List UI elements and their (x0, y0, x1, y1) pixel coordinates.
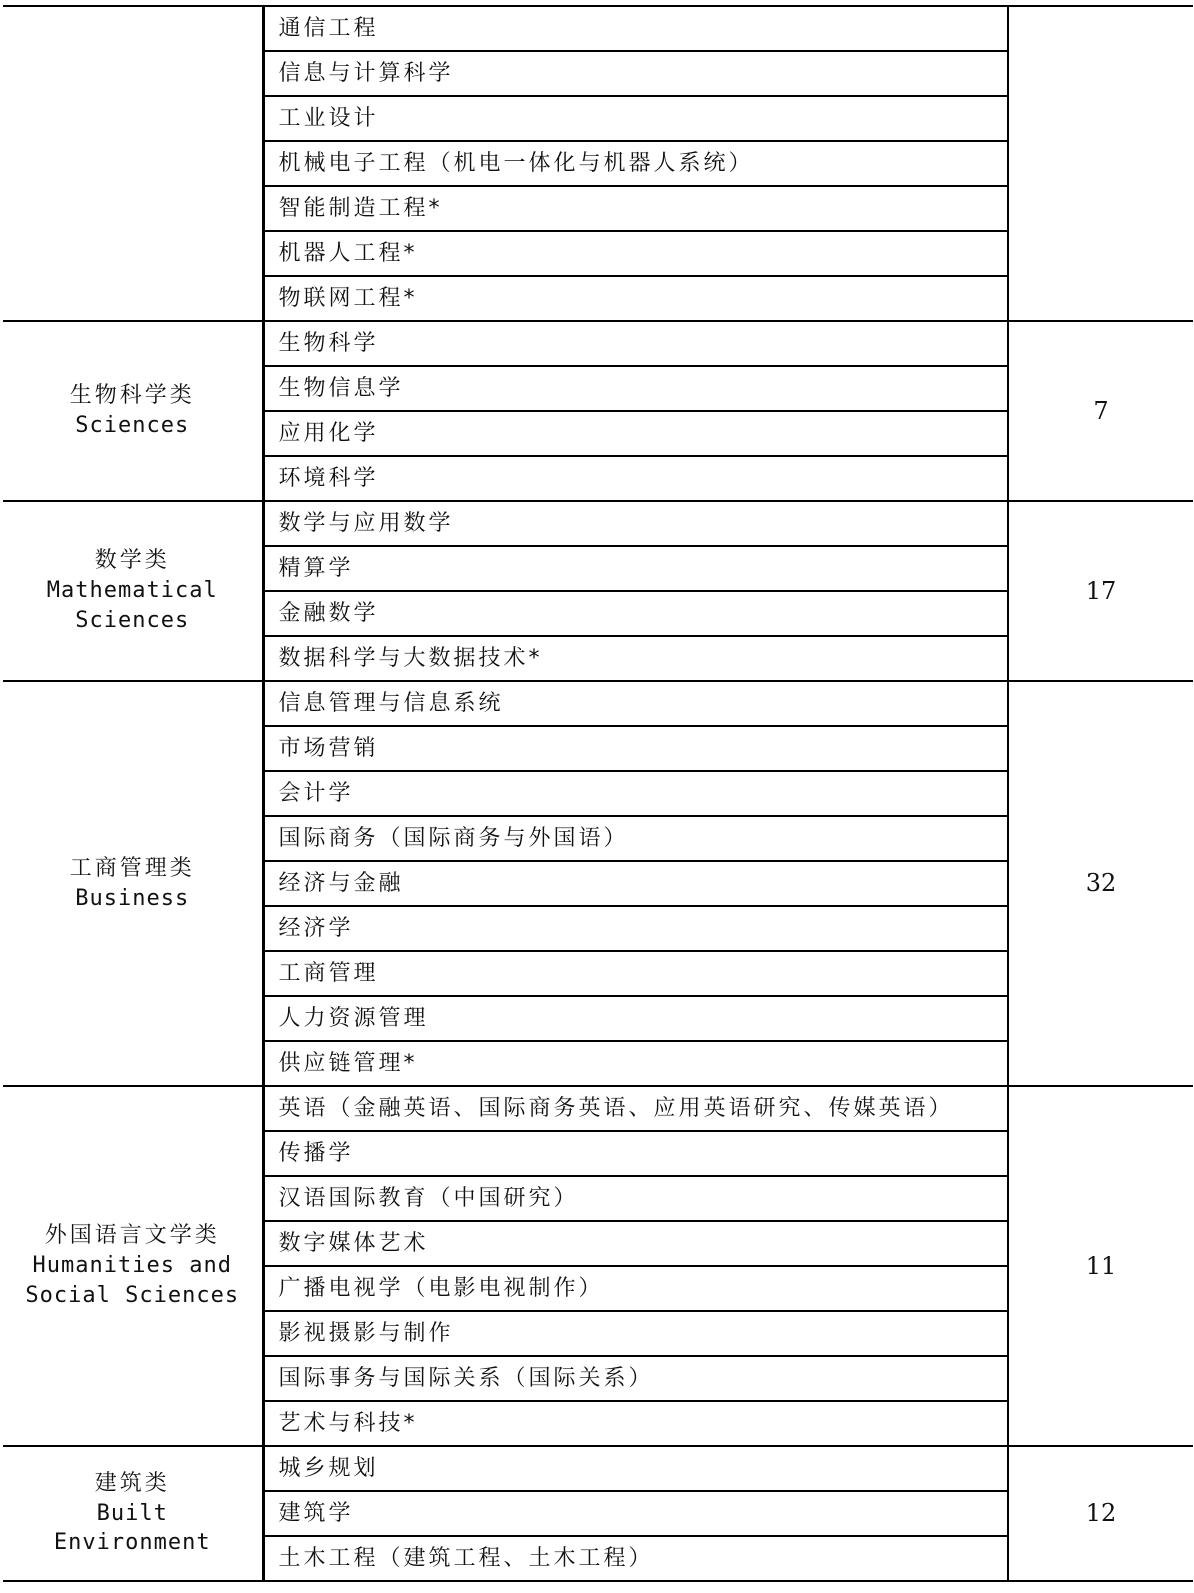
major-name-cell: 国际商务（国际商务与外国语） (263, 816, 1008, 861)
group-count-cell: 17 (1008, 501, 1193, 681)
major-name-cell: 精算学 (263, 546, 1008, 591)
major-name-cell: 传播学 (263, 1131, 1008, 1176)
table-row (3, 1446, 1193, 1491)
major-name-cell: 供应链管理* (263, 1041, 1008, 1086)
group-count-cell: 7 (1008, 321, 1193, 501)
major-name-cell: 金融数学 (263, 591, 1008, 636)
group-name-zh: 生物科学类 (69, 383, 195, 409)
major-name-cell: 影视摄影与制作 (263, 1311, 1008, 1356)
major-name-cell: 数据科学与大数据技术* (263, 636, 1008, 681)
major-name-cell: 艺术与科技* (263, 1401, 1008, 1446)
major-name-cell: 信息管理与信息系统 (263, 681, 1008, 726)
group-name-en: Sciences (75, 413, 190, 438)
majors-table (3, 5, 1193, 1582)
group-name-cell (3, 1086, 263, 1446)
table-row (3, 1086, 1193, 1131)
group-count-cell: 11 (1008, 1086, 1193, 1446)
major-name-cell: 会计学 (263, 771, 1008, 816)
major-name-cell: 国际事务与国际关系（国际关系） (263, 1356, 1008, 1401)
group-name-cell (3, 501, 263, 681)
major-name-cell: 汉语国际教育（中国研究） (263, 1176, 1008, 1221)
major-name-cell: 数字媒体艺术 (263, 1221, 1008, 1266)
group-name-zh: 建筑类 (94, 1470, 170, 1496)
major-name-cell: 机械电子工程（机电一体化与机器人系统） (263, 141, 1008, 186)
major-name-cell: 智能制造工程* (263, 186, 1008, 231)
table-row (3, 321, 1193, 366)
majors-table-body (3, 6, 1193, 1581)
group-name-en: Mathematical Sciences (46, 578, 218, 633)
major-name-cell: 机器人工程* (263, 231, 1008, 276)
major-name-cell: 生物信息学 (263, 366, 1008, 411)
major-name-cell: 数学与应用数学 (263, 501, 1008, 546)
major-name-cell: 通信工程 (263, 6, 1008, 51)
group-name-cell (3, 1446, 263, 1581)
major-name-cell: 工商管理 (263, 951, 1008, 996)
major-name-cell: 人力资源管理 (263, 996, 1008, 1041)
table-row (3, 501, 1193, 546)
major-name-cell: 英语（金融英语、国际商务英语、应用英语研究、传媒英语） (263, 1086, 1008, 1131)
major-name-cell: 城乡规划 (263, 1446, 1008, 1491)
major-name-cell: 信息与计算科学 (263, 51, 1008, 96)
major-name-cell: 工业设计 (263, 96, 1008, 141)
major-name-cell: 经济与金融 (263, 861, 1008, 906)
group-name-cell (3, 681, 263, 1086)
major-name-cell: 广播电视学（电影电视制作） (263, 1266, 1008, 1311)
major-name-cell: 建筑学 (263, 1491, 1008, 1536)
group-name-zh: 工商管理类 (69, 855, 195, 881)
major-name-cell: 市场营销 (263, 726, 1008, 771)
major-name-cell: 环境科学 (263, 456, 1008, 501)
group-name-zh: 外国语言文学类 (44, 1223, 220, 1249)
major-name-cell: 经济学 (263, 906, 1008, 951)
major-name-cell: 物联网工程* (263, 276, 1008, 321)
group-name-en: Humanities and Social Sciences (25, 1253, 240, 1308)
group-name-zh: 数学类 (94, 548, 170, 574)
group-name-en: Built Environment (53, 1500, 211, 1556)
major-name-cell: 生物科学 (263, 321, 1008, 366)
group-name-cell (3, 6, 263, 321)
group-count-cell (1008, 6, 1193, 321)
table-row (3, 6, 1193, 51)
major-name-cell: 应用化学 (263, 411, 1008, 456)
group-count-cell: 32 (1008, 681, 1193, 1086)
table-row (3, 681, 1193, 726)
group-name-en: Business (75, 885, 190, 911)
group-name-cell (3, 321, 263, 501)
major-name-cell: 土木工程（建筑工程、土木工程） (263, 1536, 1008, 1581)
group-count-cell: 12 (1008, 1446, 1193, 1581)
